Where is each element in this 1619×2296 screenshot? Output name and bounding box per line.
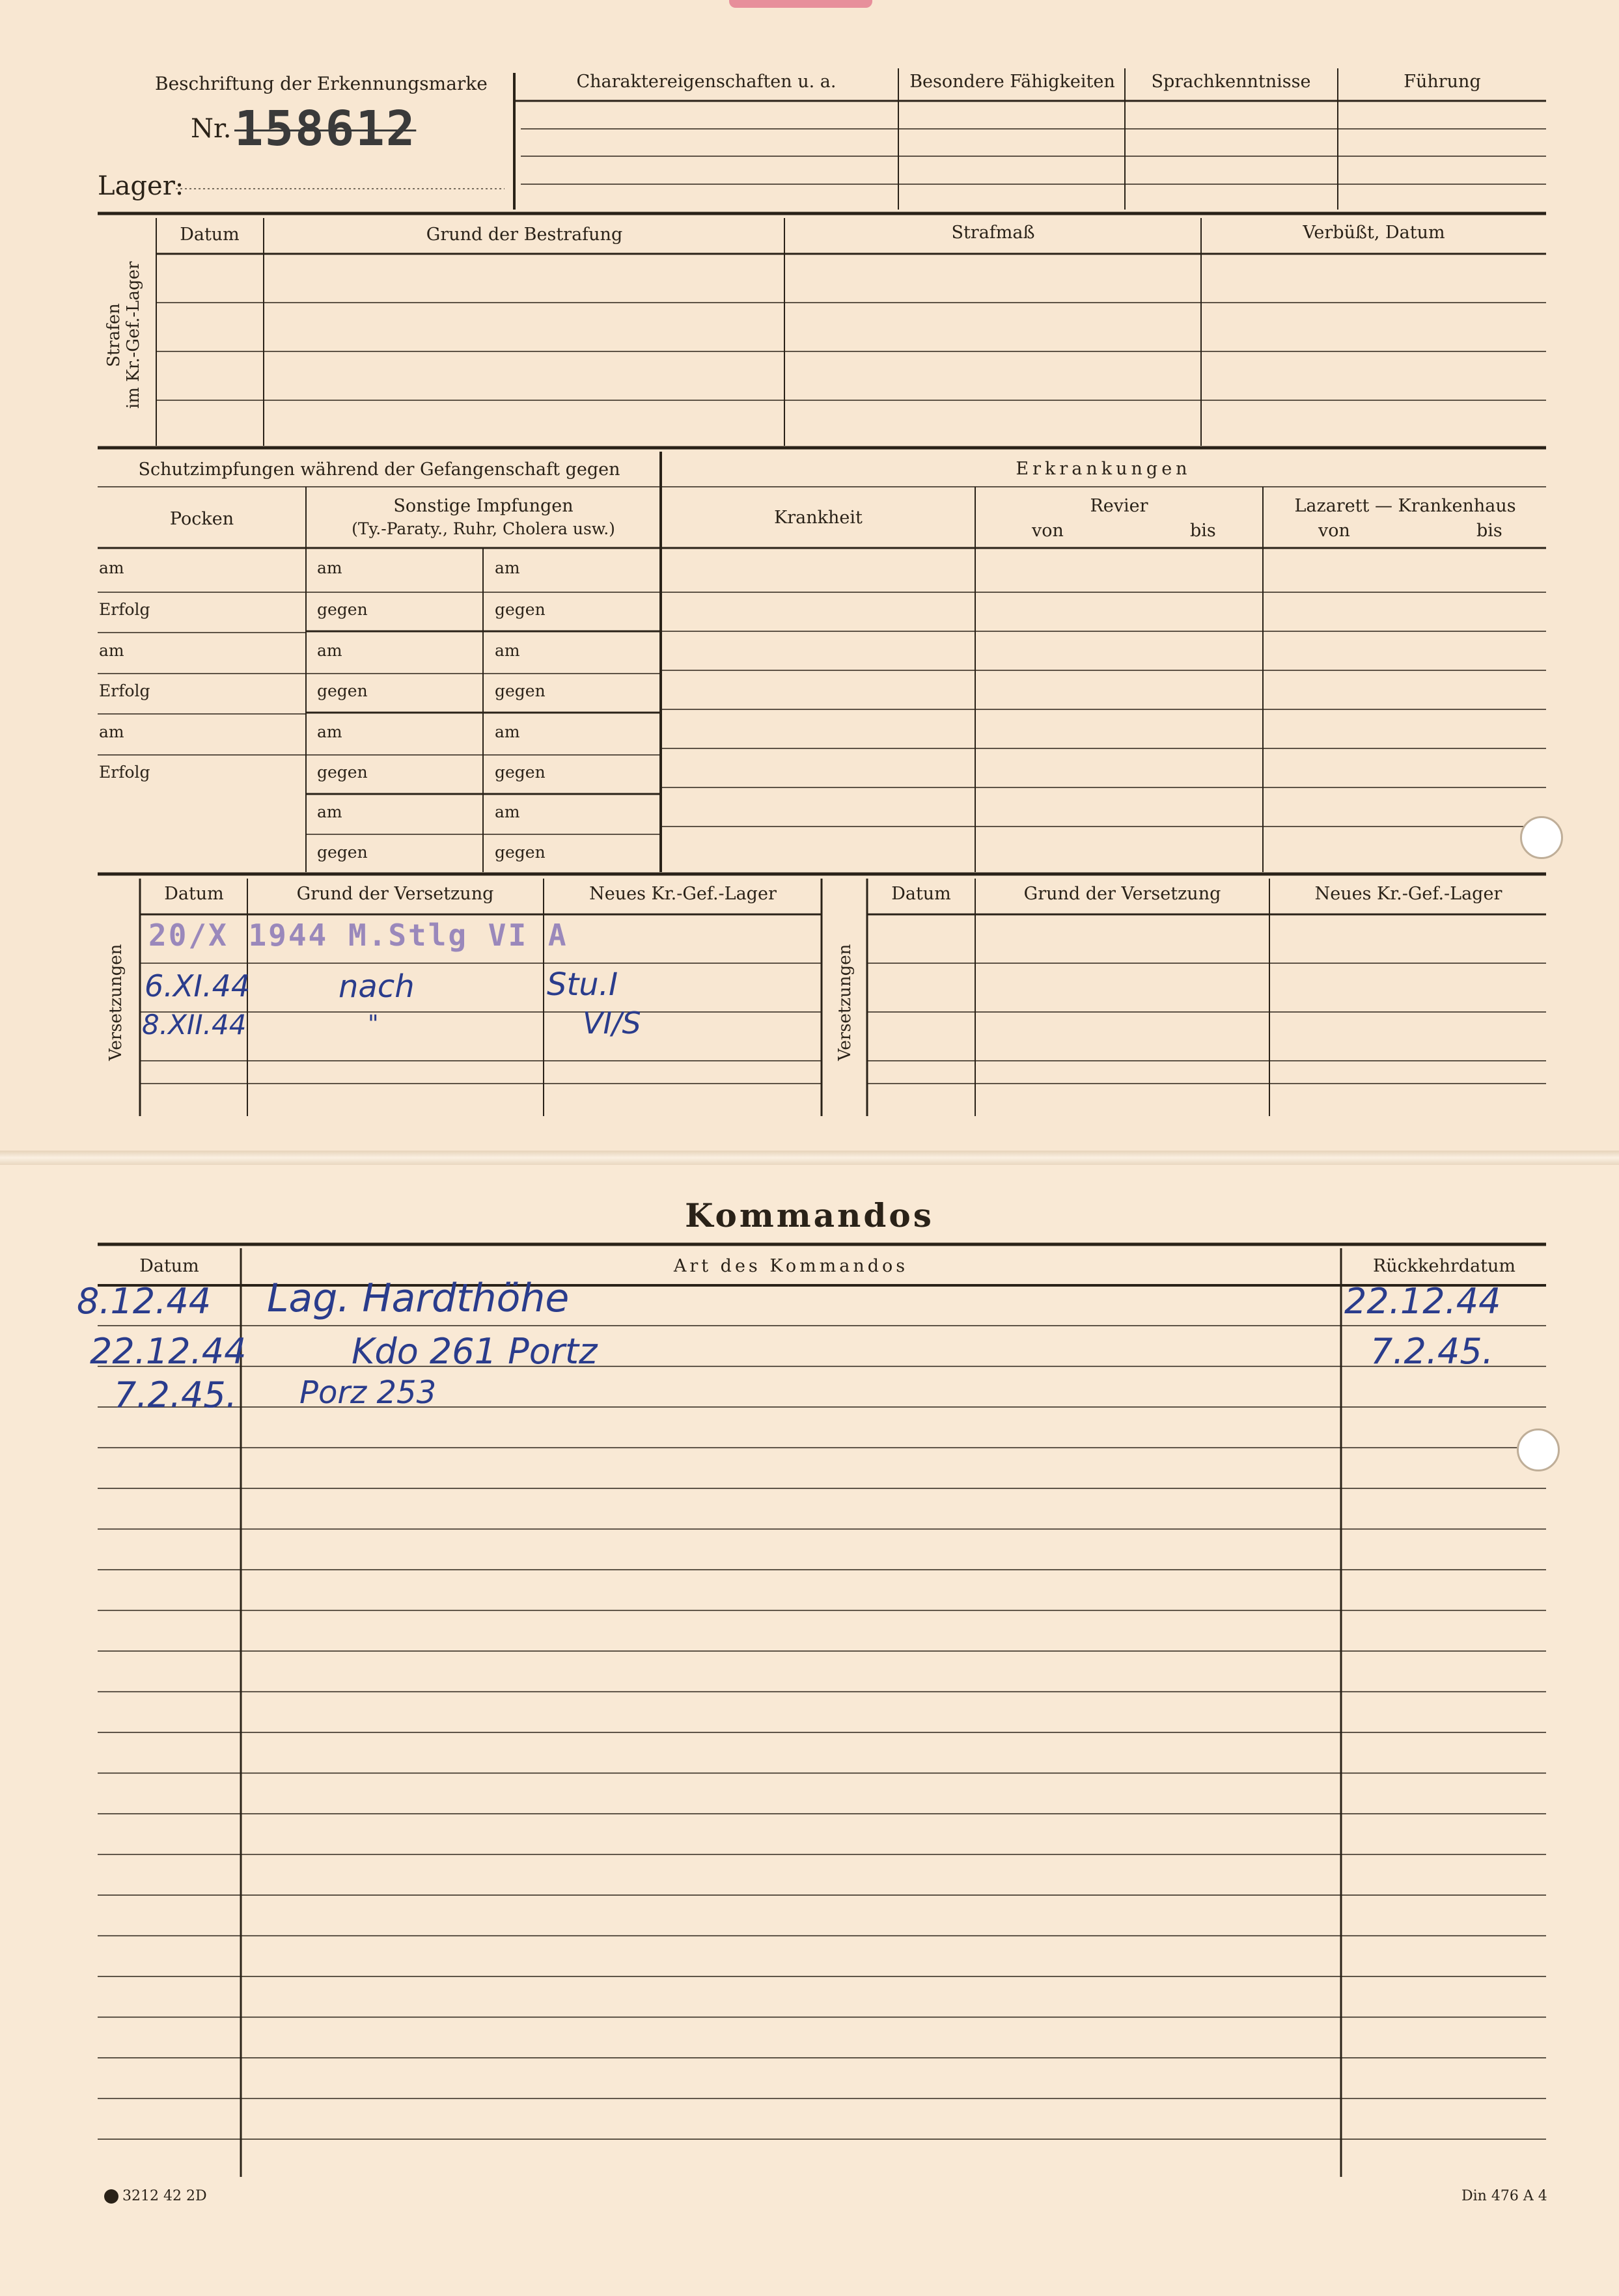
kdo-entry-3-datum: 7.2.45.	[114, 1374, 237, 1415]
erkennungsmarke-number: 158612	[234, 101, 417, 157]
printer-code	[104, 2188, 207, 2204]
strafen-side-label	[104, 254, 143, 417]
impf-cell-am-2-m: am	[317, 641, 342, 660]
col-sprachkenntnisse: Sprachkenntnisse	[1151, 72, 1311, 92]
vers-entry-1-datum: 6.XI.44	[145, 968, 251, 1004]
erkr-col-revier: Revier	[1090, 496, 1148, 516]
vers-entry-2-grund: "	[368, 1011, 379, 1037]
vers-col-grund-right: Grund der Versetzung	[1023, 884, 1221, 904]
vers-entry-2-lager: VI/S	[583, 1005, 641, 1041]
lager-label: Lager:	[98, 171, 184, 201]
impf-col-sonstige-1: Sonstige Impfungen	[393, 496, 574, 516]
vers-col-datum-right: Datum	[891, 884, 951, 904]
nr-label: Nr.	[191, 114, 232, 144]
vers-entry-2-datum: 8.XII.44	[142, 1009, 247, 1041]
kdo-entry-2-datum: 22.12.44	[90, 1331, 247, 1372]
kommandos-title: Kommandos	[685, 1196, 934, 1235]
erkr-lazarett-von: von	[1318, 521, 1350, 541]
din-format: Din 476 A 4	[1461, 2188, 1547, 2204]
printer-code-text: 3212 42 2D	[122, 2188, 207, 2204]
col-fuehrung: Führung	[1404, 72, 1481, 92]
transfer-stamp: 20/X 1944 M.Stlg VI A	[148, 918, 568, 953]
impf-cell-am-4-l: am	[99, 722, 124, 741]
vers-col-lager: Neues Kr.-Gef.-Lager	[589, 884, 777, 904]
kdo-entry-3-art: Porz 253	[299, 1374, 437, 1411]
strafen-col-datum: Datum	[180, 225, 240, 245]
versetzungen-side-label-left: Versetzungen	[106, 944, 126, 1061]
impf-col-sonstige-2: (Ty.-Paraty., Ruhr, Cholera usw.)	[352, 519, 615, 538]
strafen-col-verbuesst: Verbüßt, Datum	[1303, 223, 1445, 243]
vers-col-grund: Grund der Versetzung	[296, 884, 494, 904]
kdo-col-art: Art des Kommandos	[673, 1256, 909, 1276]
kdo-entry-2-art: Kdo 261 Portz	[352, 1331, 598, 1372]
beschriftung-label: Beschriftung der Erkennungsmarke	[155, 73, 488, 94]
impf-cell-am-6-r: am	[495, 802, 520, 821]
impf-cell-gegen-3-r: gegen	[495, 681, 546, 700]
strafen-side-label-1: Strafen	[104, 303, 124, 367]
impf-col-pocken: Pocken	[169, 509, 234, 529]
punch-hole	[1517, 1428, 1560, 1471]
impf-cell-gegen-5-m: gegen	[317, 763, 368, 782]
impf-cell-erfolg-5-l: Erfolg	[99, 763, 150, 782]
kdo-col-datum: Datum	[139, 1256, 199, 1276]
erkr-lazarett-bis: bis	[1476, 521, 1502, 541]
impf-cell-gegen-7-r: gegen	[495, 843, 546, 862]
impf-cell-am-2-l: am	[99, 641, 124, 660]
vers-entry-1-grund: nach	[339, 968, 415, 1005]
erkr-col-krankheit: Krankheit	[774, 508, 863, 528]
impf-cell-erfolg-3-l: Erfolg	[99, 681, 150, 700]
col-besondere-faehigkeiten: Besondere Fähigkeiten	[909, 72, 1115, 92]
impf-cell-gegen-1-r: gegen	[495, 600, 546, 619]
impf-cell-am-0-r: am	[495, 558, 520, 577]
vers-col-datum: Datum	[164, 884, 224, 904]
kdo-entry-2-rueckkehr: 7.2.45.	[1370, 1331, 1493, 1372]
erkrankungen-heading: Erkrankungen	[1016, 459, 1191, 479]
strafen-col-strafmass: Strafmaß	[951, 223, 1035, 243]
impf-cell-am-4-r: am	[495, 722, 520, 741]
kdo-col-rueckkehr: Rückkehrdatum	[1372, 1256, 1516, 1276]
col-charaktereigenschaften: Charaktereigenschaften u. a.	[576, 72, 837, 92]
versetzungen-side-label-right: Versetzungen	[835, 944, 855, 1061]
impf-cell-am-6-m: am	[317, 802, 342, 821]
impfungen-heading: Schutzimpfungen während der Gefangenschaft gegen	[138, 459, 620, 480]
impf-cell-am-0-m: am	[317, 558, 342, 577]
impf-cell-am-2-r: am	[495, 641, 520, 660]
impf-cell-am-4-m: am	[317, 722, 342, 741]
kdo-entry-1-datum: 8.12.44	[77, 1281, 212, 1322]
erkr-col-lazarett: Lazarett — Krankenhaus	[1294, 496, 1516, 516]
vers-entry-1-lager: Stu.I	[547, 966, 618, 1003]
impf-cell-gegen-7-m: gegen	[317, 843, 368, 862]
kdo-entry-1-rueckkehr: 22.12.44	[1344, 1281, 1501, 1322]
impf-cell-am-0-l: am	[99, 558, 124, 577]
strafen-side-label-2: im Kr.-Gef.-Lager	[124, 261, 143, 409]
impf-cell-gegen-3-m: gegen	[317, 681, 368, 700]
strafen-col-grund: Grund der Bestrafung	[426, 225, 623, 245]
punch-hole	[1520, 816, 1563, 859]
impf-cell-gegen-1-m: gegen	[317, 600, 368, 619]
vers-col-lager-right: Neues Kr.-Gef.-Lager	[1314, 884, 1502, 904]
impf-cell-erfolg-1-l: Erfolg	[99, 600, 150, 619]
impf-cell-gegen-5-r: gegen	[495, 763, 546, 782]
erkr-revier-bis: bis	[1190, 521, 1216, 541]
kdo-entry-1-art: Lag. Hardthöhe	[267, 1276, 570, 1321]
erkr-revier-von: von	[1032, 521, 1064, 541]
printer-logo-icon	[104, 2189, 118, 2204]
